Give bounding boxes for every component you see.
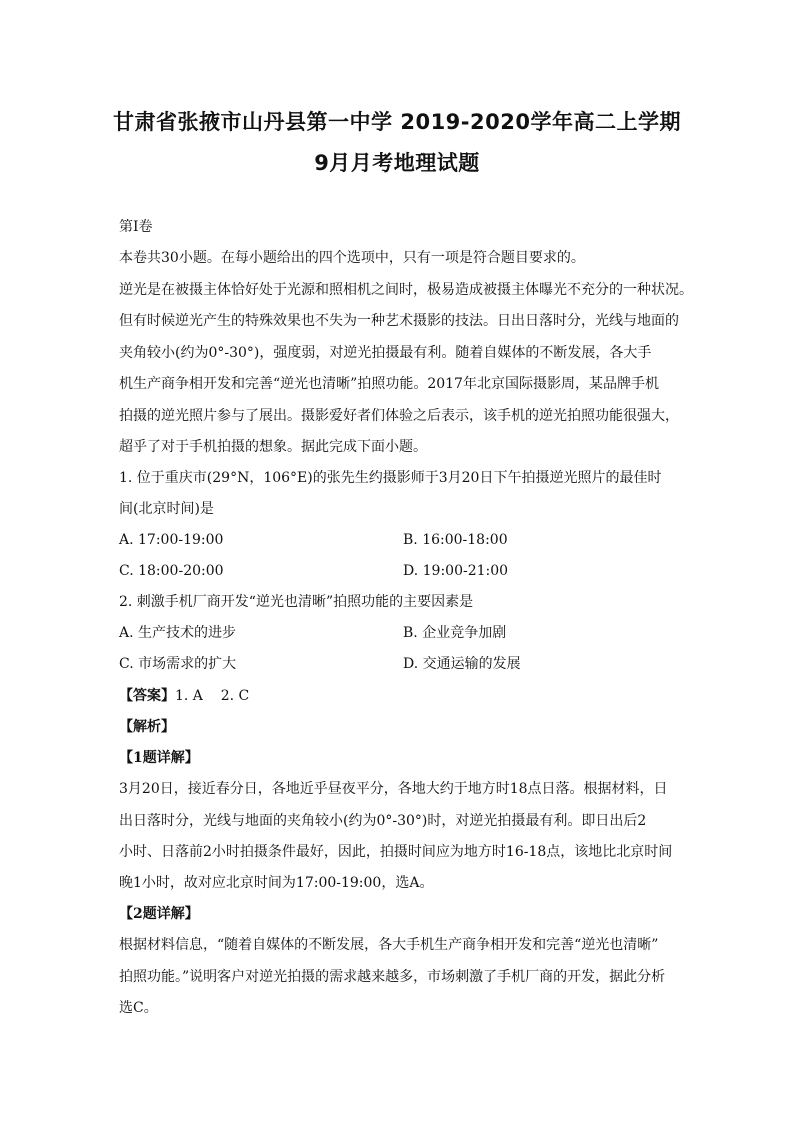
q1-option-a: A. 17:00-19:00	[119, 532, 224, 548]
passage-line: 拍摄的逆光照片参与了展出。摄影爱好者们体验之后表示，该手机的逆光拍照功能很强大，	[119, 408, 679, 424]
document-title-line2: 9月月考地理试题	[314, 151, 480, 175]
q1-option-d: D. 19:00-21:00	[403, 563, 509, 579]
volume-label: 第Ⅰ卷	[119, 219, 153, 235]
detail1-line: 3月20日，接近春分日，各地近乎昼夜平分，各地大约于地方时18点日落。根据材料，日	[119, 781, 668, 797]
analysis-heading: 【解析】	[119, 719, 175, 735]
question1-stem: 1. 位于重庆市(29°N，106°E)的张先生约摄影师于3月20日下午拍摄逆光照片的最佳时	[119, 470, 662, 486]
q1-option-c: C. 18:00-20:00	[119, 563, 224, 579]
instructions-text: 本卷共30小题。在每小题给出的四个选项中，只有一项是符合题目要求的。	[119, 250, 585, 266]
q2-option-a: A. 生产技术的进步	[119, 625, 237, 641]
passage-line: 超乎了对于手机拍摄的想象。据此完成下面小题。	[119, 439, 427, 455]
document-title-line1: 甘肃省张掖市山丹县第一中学 2019-2020学年高二上学期	[113, 110, 681, 134]
answer-label: 【答案】	[119, 688, 175, 704]
q2-option-b: B. 企业竞争加剧	[403, 625, 507, 641]
passage-line: 但有时候逆光产生的特殊效果也不失为一种艺术摄影的技法。日出日落时分，光线与地面的	[119, 313, 679, 329]
question1-stem-cont: 间(北京时间)是	[119, 501, 214, 517]
passage-line: 夹角较小(约为0°-30°)，强度弱，对逆光拍摄最有利。随着自媒体的不断发展，各大手	[119, 345, 652, 361]
answer-text: 1. A 2. C	[175, 688, 250, 704]
question2-stem: 2. 刺激手机厂商开发“逆光也清晰”拍照功能的主要因素是	[119, 594, 474, 610]
passage-line: 逆光是在被摄主体恰好处于光源和照相机之间时，极易造成被摄主体曝光不充分的一种状况。	[119, 282, 693, 298]
detail2-line: 拍照功能。”说明客户对逆光拍摄的需求越来越多，市场刺激了手机厂商的开发，据此分析	[119, 969, 666, 985]
detail2-heading: 【2题详解】	[119, 906, 199, 922]
answer-line	[119, 686, 249, 706]
detail1-line: 晚1小时，故对应北京时间为17:00-19:00，选A。	[119, 875, 434, 891]
passage-line: 机生产商争相开发和完善“逆光也清晰”拍照功能。2017年北京国际摄影周，某品牌手机	[119, 376, 659, 392]
q2-option-d: D. 交通运输的发展	[403, 656, 521, 672]
q2-option-c: C. 市场需求的扩大	[119, 656, 237, 672]
detail1-heading: 【1题详解】	[119, 750, 199, 766]
detail2-line: 根据材料信息，“随着自媒体的不断发展，各大手机生产商争相开发和完善“逆光也清晰”	[119, 937, 659, 953]
detail1-line: 小时、日落前2小时拍摄条件最好，因此，拍摄时间应为地方时16-18点，该地比北京时间	[119, 844, 673, 860]
q1-option-b: B. 16:00-18:00	[403, 532, 508, 548]
detail2-line: 选C。	[119, 1000, 158, 1016]
detail1-line: 出日落时分，光线与地面的夹角较小(约为0°-30°)时，对逆光拍摄最有利。即日出后2	[119, 813, 647, 829]
